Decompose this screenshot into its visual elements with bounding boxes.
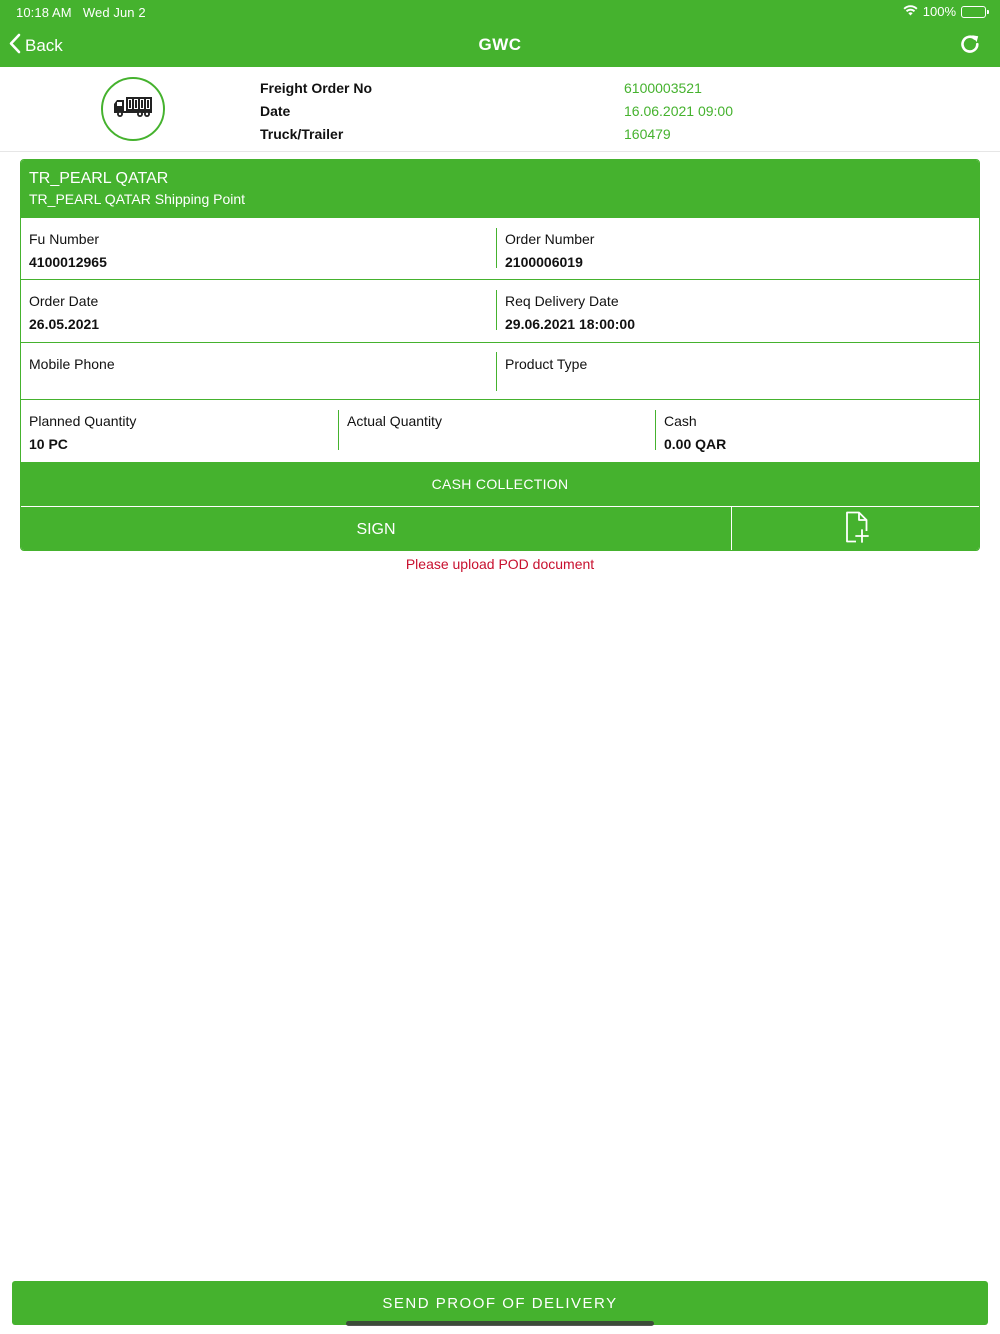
order-date-value: 26.05.2021 (29, 316, 100, 332)
cash-cell (656, 400, 980, 462)
upload-document-button[interactable] (732, 507, 980, 551)
req-delivery-value: 29.06.2021 18:00:00 (505, 316, 635, 332)
fu-number-cell (21, 218, 497, 279)
status-time: 10:18 AM (16, 5, 72, 20)
battery-icon (961, 6, 986, 18)
truck-avatar (101, 77, 165, 141)
send-proof-of-delivery-button[interactable] (12, 1281, 988, 1325)
refresh-button[interactable] (959, 33, 981, 60)
actual-qty-label: Actual Quantity (347, 413, 442, 429)
mobile-phone-label: Mobile Phone (29, 356, 115, 372)
cash-collection-button[interactable] (21, 462, 979, 506)
row-quantities (21, 400, 979, 462)
delivery-card (20, 159, 980, 551)
refresh-icon (959, 42, 981, 59)
truck-trailer-value: 160479 (624, 126, 671, 142)
top-bar (0, 0, 1000, 67)
product-type-cell (497, 343, 980, 399)
date-label: Date (260, 103, 291, 119)
planned-qty-cell (21, 400, 339, 462)
cash-value: 0.00 QAR (664, 436, 727, 452)
pod-warning: Please upload POD document (405, 556, 595, 572)
shipping-point: TR_PEARL QATAR Shipping Point (29, 191, 246, 207)
wifi-icon (903, 4, 918, 19)
actual-qty-cell (339, 400, 656, 462)
fu-number-label: Fu Number (29, 231, 100, 247)
order-number-value: 2100006019 (505, 254, 583, 270)
battery-percent: 100% (922, 4, 956, 19)
order-number-cell (497, 218, 980, 279)
planned-qty-value: 10 PC (29, 436, 68, 452)
row-dates (21, 280, 979, 343)
page-title: GWC (478, 35, 522, 54)
status-bar-time (16, 5, 146, 20)
order-date-cell (21, 280, 497, 342)
fu-number-value: 4100012965 (29, 254, 107, 270)
cash-collection-label: CASH COLLECTION (431, 476, 569, 492)
freight-order-label: Freight Order No (260, 80, 373, 96)
row-fu-order (21, 218, 979, 280)
card-header (21, 160, 979, 218)
product-type-label: Product Type (505, 356, 588, 372)
truck-trailer-label: Truck/Trailer (260, 126, 344, 142)
freight-order-value: 6100003521 (624, 80, 702, 96)
status-bar-right (903, 4, 986, 19)
date-value: 16.06.2021 09:00 (624, 103, 733, 119)
cash-label: Cash (664, 413, 697, 429)
location-title: TR_PEARL QATAR (29, 170, 169, 187)
status-date: Wed Jun 2 (82, 5, 146, 20)
sign-label: SIGN (356, 520, 396, 538)
sign-button[interactable] (21, 507, 731, 551)
req-delivery-label: Req Delivery Date (505, 293, 619, 309)
back-label: Back (25, 36, 63, 55)
file-add-icon (845, 511, 869, 548)
order-date-label: Order Date (29, 293, 99, 309)
freight-order-header (0, 67, 1000, 152)
order-number-label: Order Number (505, 231, 595, 247)
mobile-phone-cell (21, 343, 497, 399)
planned-qty-label: Planned Quantity (29, 413, 137, 429)
home-indicator (346, 1321, 654, 1326)
row-phone-product (21, 343, 979, 400)
send-proof-label: SEND PROOF OF DELIVERY (382, 1294, 618, 1312)
req-delivery-cell (497, 280, 980, 342)
truck-icon (113, 96, 153, 123)
